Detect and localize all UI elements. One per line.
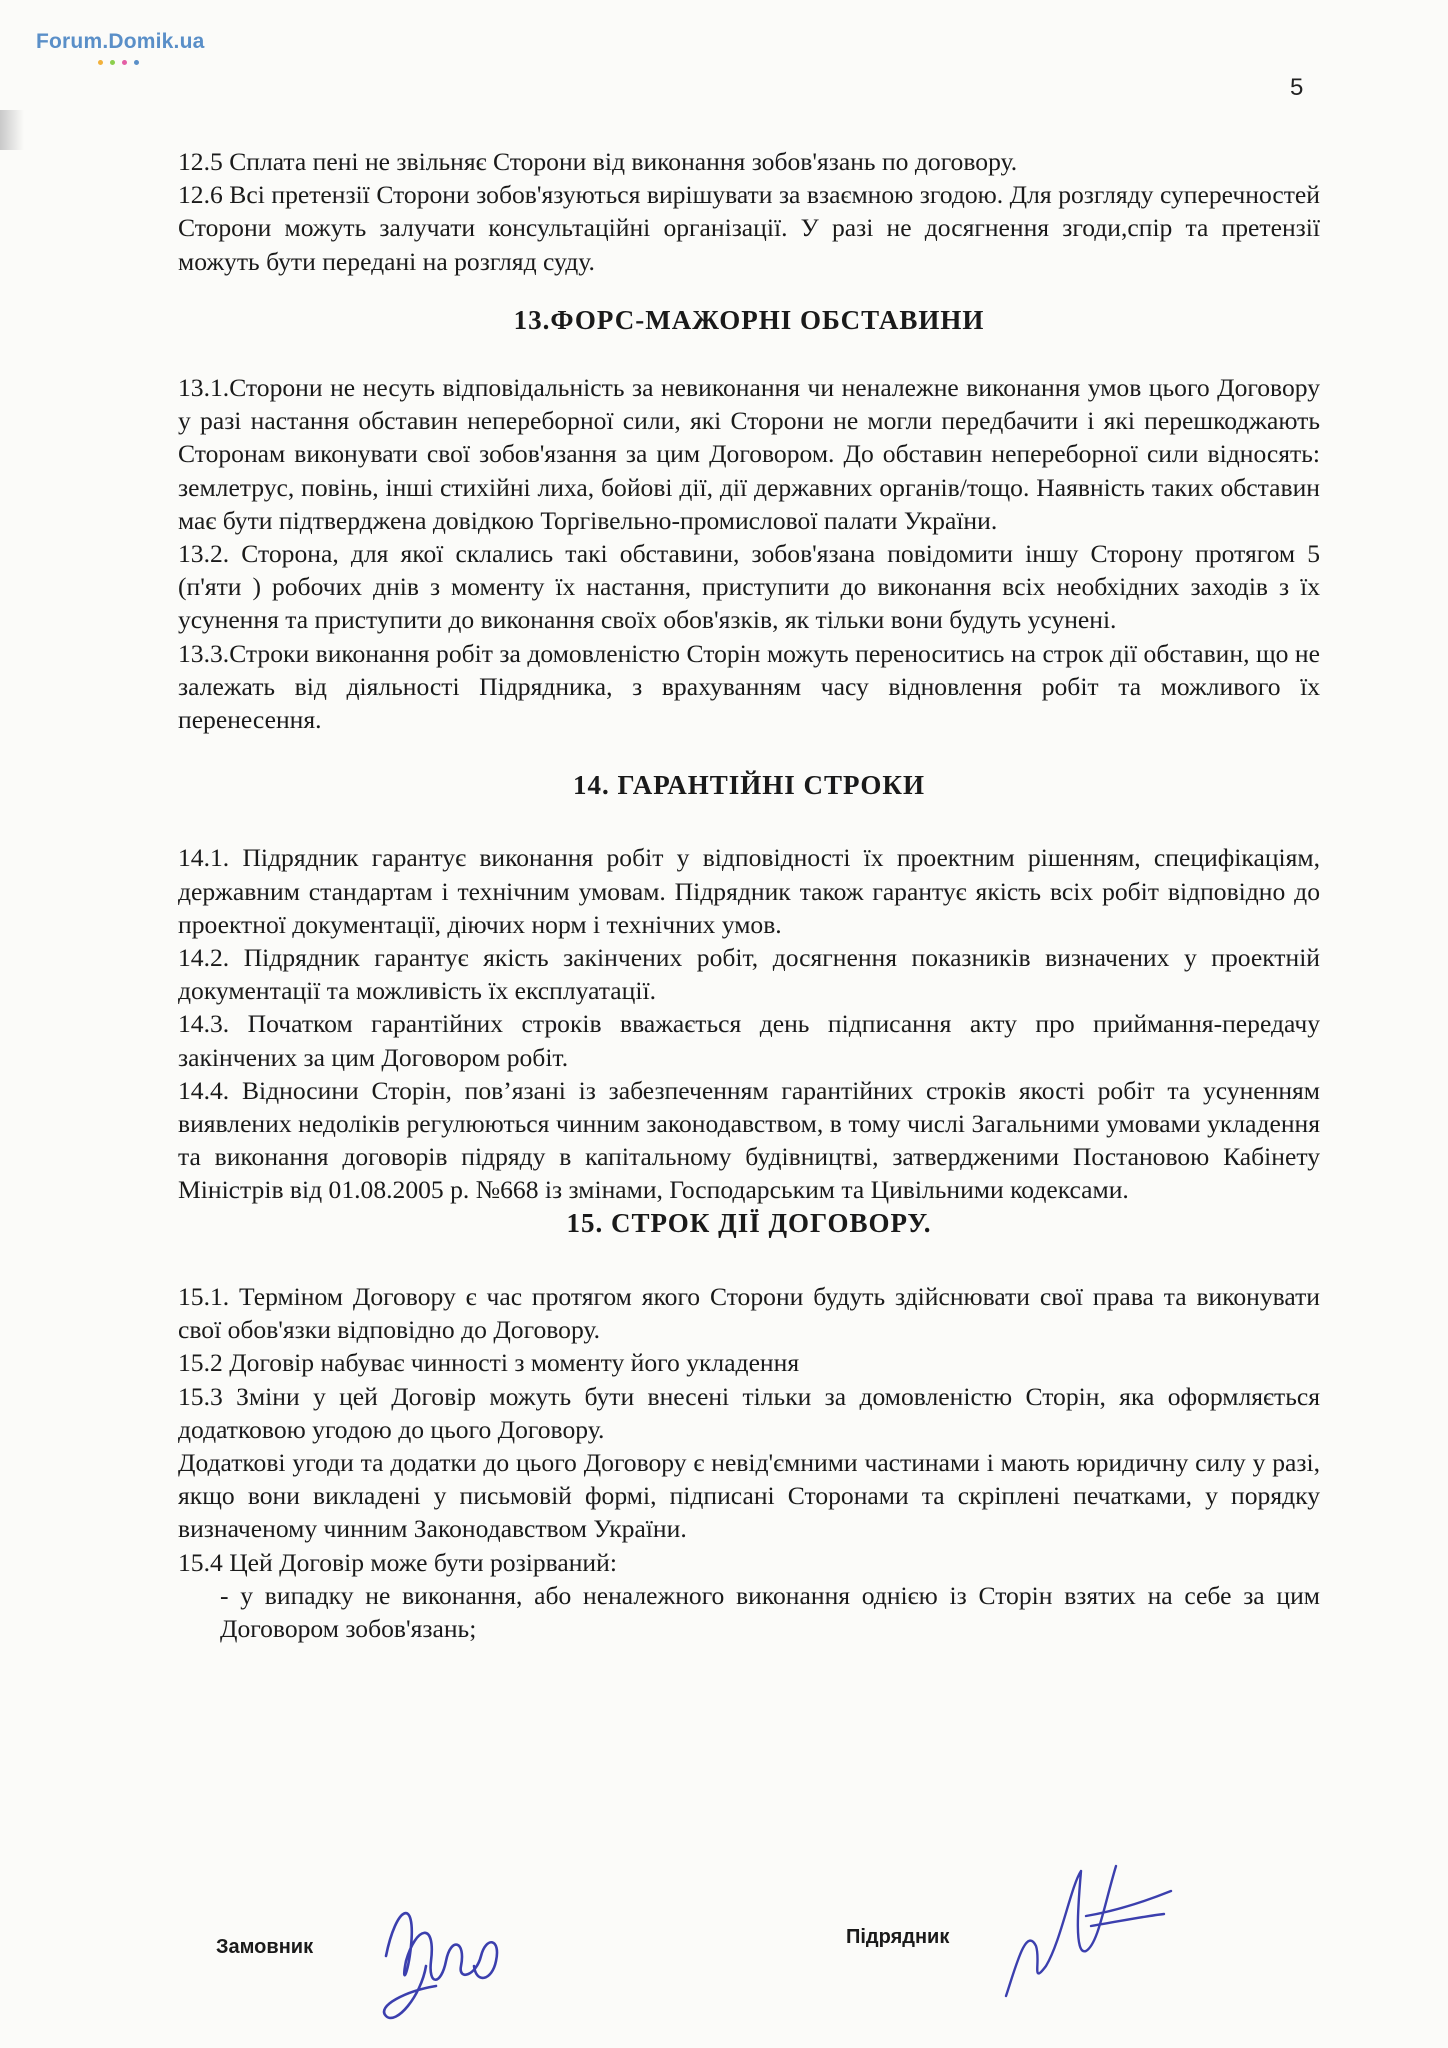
customer-label: Замовник: [216, 1936, 314, 1958]
clause-15-4-item: - у випадку не виконання, або неналежного виконання однією із Сторін взятих на себе за цим Договором зобов'язань;: [220, 1580, 1320, 1643]
clause-15-3-additional: Додаткові угоди та додатки до цього Договору є невід'ємними частинами і мають юридичну силу у разі, якщо вони викладені у письмовій формі, підписані Сторонами та скріплені печатками, у порядку визначеному чинним Законодавством України.: [178, 1447, 1320, 1544]
clause-13-1: 13.1.Сторони не несуть відповідальність за невиконання чи неналежне виконання умов цього Договору у разі настання обставин непереборної сили, які Сторони не могли передбачити і які перешкоджають Сторонам виконувати свої зобов'язання за цим Договором. До обставин непереборної сили відносять: землетрус, повінь, інші стихійні лиха, бойові дії, дії державних органів/тощо. Наявність таких обставин має бути підтверджена довідкою Торгівельно-промислової палати України.: [178, 373, 1320, 535]
page-number: 5: [1290, 74, 1304, 101]
document-body: [178, 145, 1320, 1645]
clause-12-5: 12.5 Сплата пені не звільняє Сторони від виконання зобов'язань по договору.: [178, 147, 1018, 176]
contractor-label: Підрядник: [846, 1926, 950, 1948]
contractor-signature: [986, 1846, 1186, 2026]
clause-15-4: 15.4 Цей Договір може бути розірваний:: [178, 1547, 617, 1577]
clause-13-3: 13.3.Строки виконання робіт за домовленістю Сторін можуть переноситись на строк дії обставин, що не залежать від діяльності Підрядника, з врахуванням часу відновлення робіт та можливого їх перенесення.: [178, 638, 1320, 735]
watermark-logo: Forum.Domik.ua: [36, 30, 205, 53]
clause-15-1: 15.1. Терміном Договору є час протягом якого Сторони будуть здійснювати свої права та виконувати свої обов'язки відповідно до Договору.: [178, 1281, 1320, 1345]
signature-block: [216, 1916, 1316, 2036]
clause-12-6: 12.6 Всі претензії Сторони зобов'язуються вирішувати за взаємною згодою. Для розгляду суперечностей Сторони можуть залучати консультаційні організації. У разі не досягнення згоди,спір та претензії можуть бути передані на розгляд суду.: [178, 180, 1320, 276]
customer-signature: [366, 1866, 536, 2036]
clause-13-2: 13.2. Сторона, для якої склались такі обставини, зобов'язана повідомити іншу Сторону протягом 5 (п'яти ) робочих днів з моменту їх настання, приступити до виконання всіх необхідних заходів з їх усунення та приступити до виконання своїх обов'язків, як тільки вони будуть усунені.: [178, 539, 1320, 635]
clause-14-4: 14.4. Відносини Сторін, пов’язані із забезпеченням гарантійних строків якості робіт та усуненням виявлених недоліків регулюються чинним законодавством, в тому числі Загальними умовами укладення та виконання договорів підряду в капітальному будівництві, затвердженими Постановою Кабінету Міністрів від 01.08.2005 р. №668 із змінами, Господарським та Цивільними кодексами.: [178, 1075, 1320, 1205]
clause-15-2: 15.2 Договір набуває чинності з моменту його укладення: [178, 1348, 800, 1378]
section-15-title: 15. СТРОК ДІЇ ДОГОВОРУ.: [566, 1207, 932, 1238]
clause-14-1: 14.1. Підрядник гарантує виконання робіт у відповідності їх проектним рішенням, специфікаціям, державним стандартам і технічним умовам. Підрядник також гарантує якість всіх робіт відповідно до проектної документації, діючих норм і технічних умов.: [178, 843, 1320, 939]
section-14-title: 14. ГАРАНТІЙНІ СТРОКИ: [573, 770, 925, 801]
watermark-dot: [122, 60, 127, 65]
clause-15-3: 15.3 Зміни у цей Договір можуть бути внесені тільки за домовленістю Сторін, яка оформляється додатковою угодою до цього Договору.: [178, 1381, 1320, 1444]
clause-14-3: 14.3. Початком гарантійних строків вважається день підписання акту про приймання-передачу закінчених за цим Договором робіт.: [178, 1009, 1320, 1072]
watermark-dot: [98, 60, 103, 65]
watermark-dots: [98, 60, 139, 65]
clause-14-2: 14.2. Підрядник гарантує якість закінчених робіт, досягнення показників визначених у проектній документації та можливість їх експлуатації.: [178, 943, 1320, 1006]
scan-edge-shadow: [0, 110, 24, 150]
section-13-title: 13.ФОРС-МАЖОРНІ ОБСТАВИНИ: [513, 304, 985, 335]
watermark-dot: [134, 60, 139, 65]
watermark-dot: [110, 60, 115, 65]
